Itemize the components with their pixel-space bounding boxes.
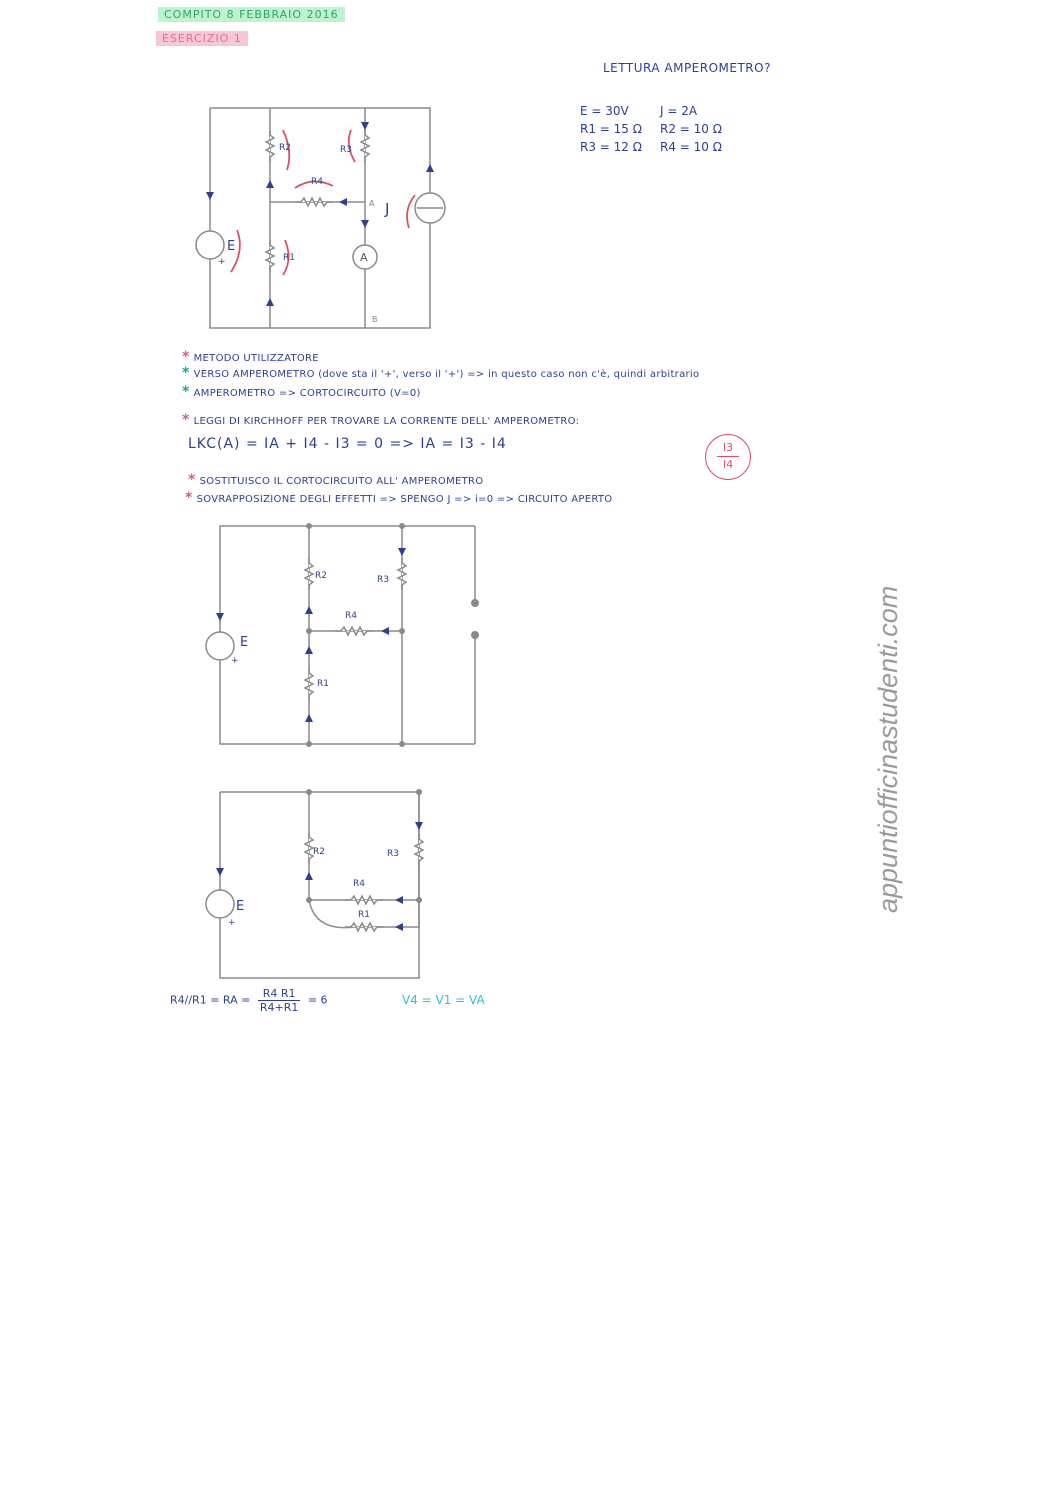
note-4: * LEGGI DI KIRCHHOFF PER TROVARE LA CORRENTE DELL' AMPEROMETRO: xyxy=(182,412,580,428)
note-5: * SOSTITUISCO IL CORTOCIRCUITO ALL' AMPEROMETRO xyxy=(188,472,484,488)
resistor-r4-1 xyxy=(295,198,333,206)
node-a-1: A xyxy=(369,199,375,208)
note-1: * METODO UTILIZZATORE xyxy=(182,349,319,365)
label-r4-1: R4 xyxy=(311,177,323,187)
asterisk-icon: * xyxy=(185,490,193,506)
label-j-1: J xyxy=(385,200,390,218)
asterisk-icon: * xyxy=(182,365,190,381)
resistor-r3-3 xyxy=(415,834,423,866)
label-e-2: E xyxy=(240,635,249,650)
exercise-label: ESERCIZIO 1 xyxy=(156,31,248,46)
asterisk-icon: * xyxy=(182,412,190,428)
question-text: LETTURA AMPEROMETRO? xyxy=(603,61,771,75)
label-e-3: E xyxy=(236,899,245,914)
param-r4: R4 = 10 Ω xyxy=(660,140,722,154)
param-e: E = 30V xyxy=(580,104,629,118)
e-source-3 xyxy=(206,890,234,918)
resistor-r3-1 xyxy=(361,130,369,162)
circled-i4: I4 xyxy=(722,458,734,471)
note-2: * VERSO AMPEROMETRO (dove sta il '+', verso il '+') => in questo caso non c'è, quindi arbitrario xyxy=(182,365,700,381)
node-b-1: B xyxy=(372,315,378,324)
resistor-r4-2 xyxy=(335,627,373,635)
label-ammeter-1: A xyxy=(360,251,368,264)
label-r2-1: R2 xyxy=(279,143,291,153)
e-source-1 xyxy=(196,231,224,259)
circled-currents xyxy=(705,434,751,480)
fraction-bar xyxy=(717,456,739,457)
label-e-1: E xyxy=(227,239,236,254)
label-plus-2: + xyxy=(231,656,239,666)
note-3: * AMPEROMETRO => CORTOCIRCUITO (V=0) xyxy=(182,384,421,400)
asterisk-icon: * xyxy=(188,472,196,488)
formula-fraction xyxy=(258,987,301,1014)
label-r3-3: R3 xyxy=(387,849,399,859)
label-r2-2: R2 xyxy=(315,571,327,581)
circuit-diagram-2 xyxy=(205,518,490,750)
question-title xyxy=(603,61,771,75)
formula-lhs: R4//R1 = RA = xyxy=(170,993,251,1007)
watermark: appuntiofficinastudenti.com xyxy=(873,585,903,913)
param-r2: R2 = 10 Ω xyxy=(660,122,722,136)
e-source-2 xyxy=(206,632,234,660)
j-current-source xyxy=(415,193,445,223)
resistor-r2-2 xyxy=(305,558,313,590)
resistor-r1-2 xyxy=(305,668,313,700)
label-r3-2: R3 xyxy=(377,575,389,585)
parameters-block xyxy=(580,102,740,156)
label-r1-2: R1 xyxy=(317,679,329,689)
exam-title: COMPITO 8 FEBBRAIO 2016 xyxy=(158,7,345,22)
kirchhoff-equation: LKC(A) = IA + I4 - I3 = 0 => IA = I3 - I4 xyxy=(188,436,507,452)
label-plus-3: + xyxy=(228,918,236,928)
formula-denominator: R4+R1 xyxy=(259,1001,299,1014)
param-r1: R1 = 15 Ω xyxy=(580,122,642,136)
resistor-r4-3 xyxy=(345,896,383,904)
voltage-equality: V4 = V1 = VA xyxy=(402,993,485,1007)
circuit-diagram-3 xyxy=(205,782,435,982)
circled-i3: I3 xyxy=(722,441,734,454)
formula-result: = 6 xyxy=(307,993,328,1007)
parallel-resistance-formula xyxy=(170,987,328,1014)
circuit-diagram-1 xyxy=(195,100,455,335)
param-r3: R3 = 12 Ω xyxy=(580,140,642,154)
resistor-r1-1 xyxy=(266,240,274,272)
asterisk-icon: * xyxy=(182,349,190,365)
note-6: * SOVRAPPOSIZIONE DEGLI EFFETTI => SPENGO J => i=0 => CIRCUITO APERTO xyxy=(185,490,613,506)
resistor-r2-3 xyxy=(305,832,313,864)
asterisk-icon: * xyxy=(182,384,190,400)
label-plus-1: + xyxy=(218,257,226,267)
label-r3-1: R3 xyxy=(340,145,352,155)
label-r4-2: R4 xyxy=(345,611,357,621)
resistor-r1-3 xyxy=(345,923,383,931)
label-r4-3: R4 xyxy=(353,879,365,889)
resistor-r3-2 xyxy=(398,558,406,590)
resistor-r2-1 xyxy=(266,130,274,162)
label-r1-1: R1 xyxy=(283,253,295,263)
label-r2-3: R2 xyxy=(313,847,325,857)
label-r1-3: R1 xyxy=(358,910,370,920)
formula-numerator: R4 R1 xyxy=(258,987,301,1001)
param-j: J = 2A xyxy=(660,104,698,118)
